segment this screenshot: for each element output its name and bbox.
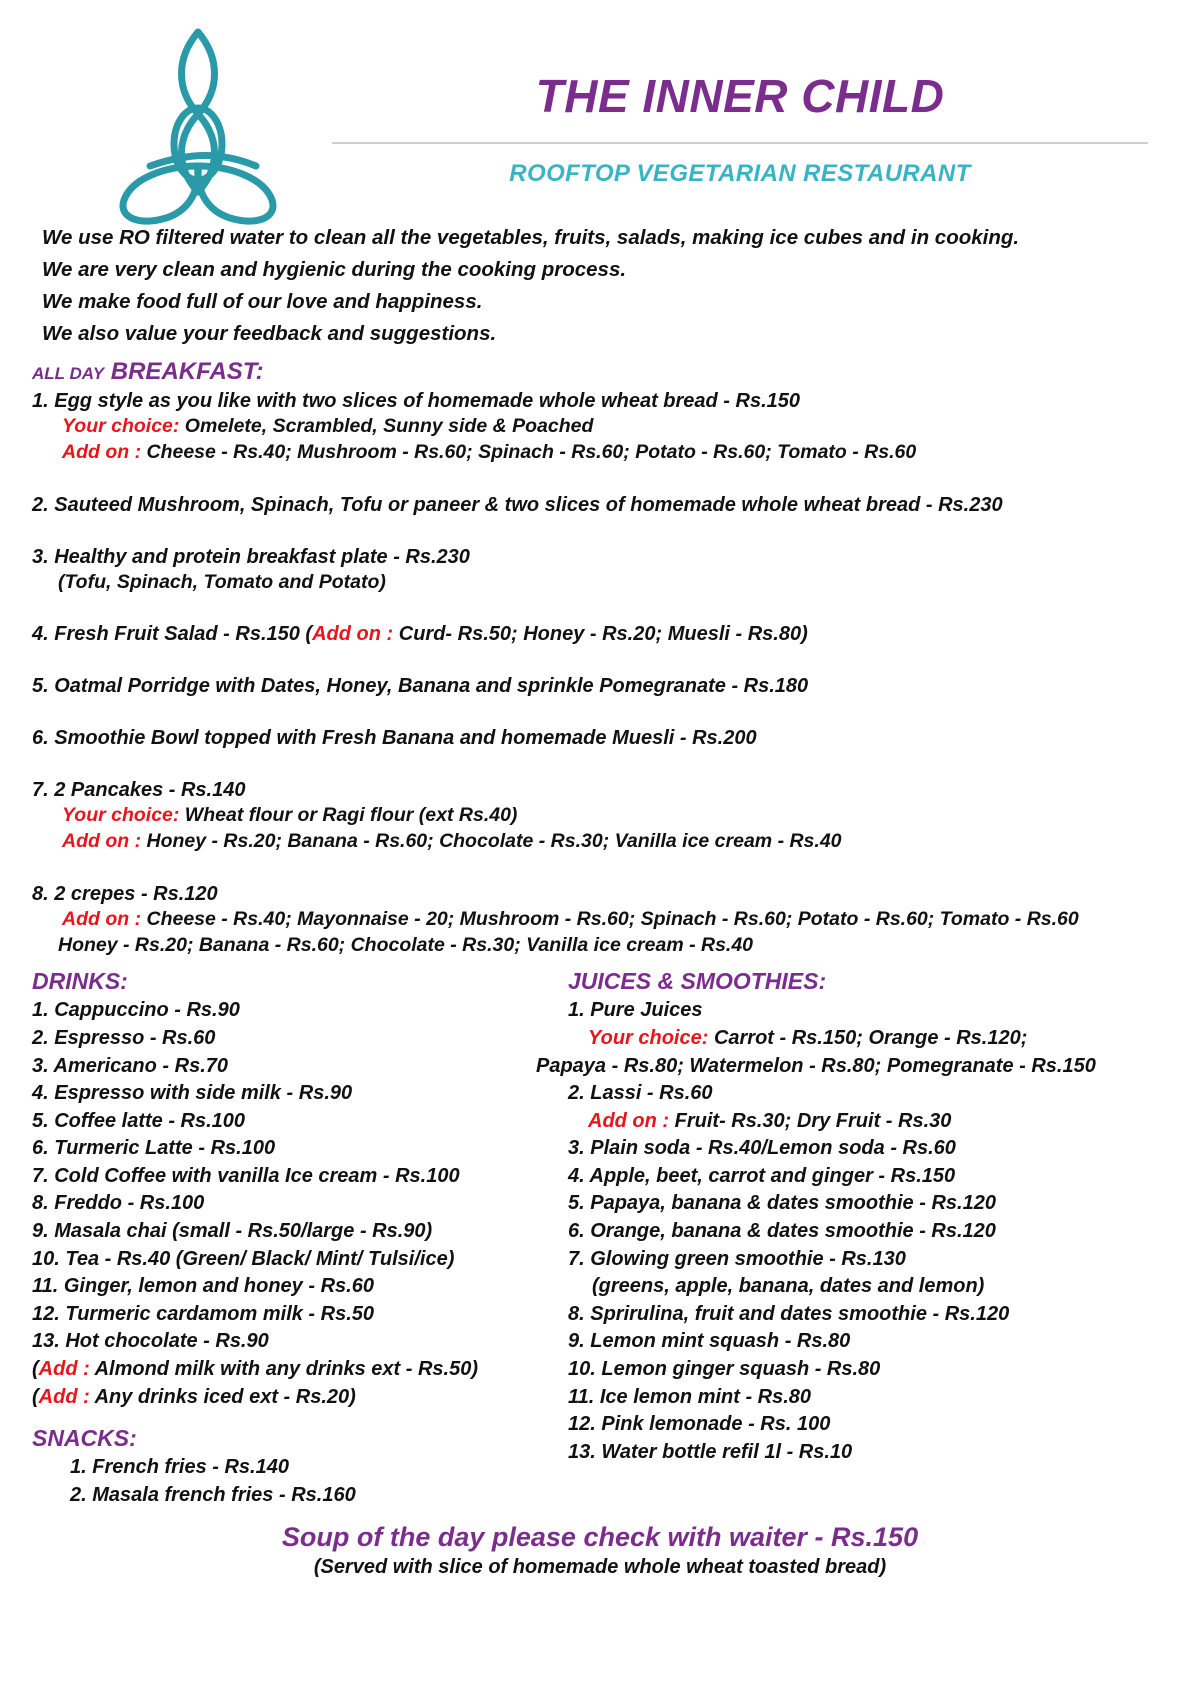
spacer xyxy=(32,647,1190,673)
snacks-item: 2. Masala french fries - Rs.160 xyxy=(70,1483,356,1506)
juices-item: 4. Apple, beet, carrot and ginger - Rs.150 xyxy=(568,1164,956,1187)
add-on-label: Add on : xyxy=(62,830,142,853)
brand-title-block xyxy=(320,10,1160,188)
drinks-item: 10. Tea - Rs.40 (Green/ Black/ Mint/ Tulsi/ice) xyxy=(32,1247,455,1270)
juices-section-heading: JUICES & SMOOTHIES: xyxy=(568,968,827,995)
add-on-label: Add on : xyxy=(312,623,394,646)
drinks-item: 13. Hot chocolate - Rs.90 xyxy=(32,1330,269,1353)
drinks-item: 3. Americano - Rs.70 xyxy=(32,1054,229,1077)
juices-item-addon xyxy=(500,1108,1200,1136)
juices-column xyxy=(490,968,1200,1466)
your-choice-label: Your choice: xyxy=(62,415,180,438)
breakfast-heading-main: BREAKFAST: xyxy=(110,358,264,386)
drinks-item: 1. Cappuccino - Rs.90 xyxy=(32,999,240,1022)
your-choice-label: Your choice: xyxy=(588,1026,709,1049)
spacer xyxy=(32,595,1190,621)
breakfast-item-addon xyxy=(32,829,1190,855)
drinks-item: 6. Turmeric Latte - Rs.100 xyxy=(32,1137,276,1160)
intro-line: We also value your feedback and suggestions. xyxy=(42,322,497,346)
add-on-text: Honey - Rs.20; Banana - Rs.60; Chocolate - Rs.30; Vanilla ice cream - Rs.40 xyxy=(141,830,842,853)
spacer xyxy=(32,855,1190,881)
menu-footer xyxy=(0,1509,1200,1578)
snacks-section-heading: SNACKS: xyxy=(32,1425,137,1452)
intro-block xyxy=(0,224,1200,347)
drinks-item: 4. Espresso with side milk - Rs.90 xyxy=(32,1082,353,1105)
breakfast-item-choice xyxy=(32,803,1190,829)
spacer xyxy=(32,466,1190,492)
breakfast-item-addon-cont: Honey - Rs.20; Banana - Rs.60; Chocolate - Rs.30; Vanilla ice cream - Rs.40 xyxy=(58,933,754,956)
juices-item: 8. Sprirulina, fruit and dates smoothie - Rs.120 xyxy=(568,1302,1010,1325)
drinks-item: 7. Cold Coffee with vanilla Ice cream - Rs.100 xyxy=(32,1164,460,1187)
breakfast-item-choice xyxy=(32,414,1190,440)
juices-item: 7. Glowing green smoothie - Rs.130 xyxy=(568,1247,906,1270)
juices-item: 11. Ice lemon mint - Rs.80 xyxy=(568,1385,812,1408)
juices-item: 6. Orange, banana & dates smoothie - Rs.120 xyxy=(568,1220,996,1243)
add-label: Add : xyxy=(38,1385,90,1408)
item-text-pre: 4. Fresh Fruit Salad - Rs.150 ( xyxy=(32,623,313,646)
juices-item: 5. Papaya, banana & dates smoothie - Rs.120 xyxy=(568,1192,996,1215)
drinks-section-heading: DRINKS: xyxy=(32,968,128,995)
inner-child-figure-logo-icon xyxy=(70,16,310,231)
spacer xyxy=(32,751,1190,777)
juices-item: 10. Lemon ginger squash - Rs.80 xyxy=(568,1358,881,1381)
drinks-item: 12. Turmeric cardamom milk - Rs.50 xyxy=(32,1302,375,1325)
breakfast-section-heading xyxy=(0,352,1200,388)
breakfast-item xyxy=(32,621,1190,647)
soup-note: (Served with slice of homemade whole wheat toasted bread) xyxy=(313,1555,887,1578)
breakfast-items xyxy=(0,388,1200,958)
juices-item: 12. Pink lemonade - Rs. 100 xyxy=(568,1413,831,1436)
your-choice-label: Your choice: xyxy=(62,804,180,827)
breakfast-item: 7. 2 Pancakes - Rs.140 xyxy=(32,779,246,802)
juices-item: 13. Water bottle refil 1l - Rs.10 xyxy=(568,1440,853,1463)
juices-item: 1. Pure Juices xyxy=(568,999,703,1022)
breakfast-item-addon xyxy=(32,907,1190,933)
drinks-item: 11. Ginger, lemon and honey - Rs.60 xyxy=(32,1275,374,1298)
add-on-text: Cheese - Rs.40; Mayonnaise - 20; Mushroom - Rs.60; Spinach - Rs.60; Potato - Rs.60; Tomato - Rs.60 xyxy=(141,907,1079,930)
intro-line: We are very clean and hygienic during the cooking process. xyxy=(42,258,627,282)
breakfast-heading-prefix: ALL DAY xyxy=(32,364,105,384)
page-title: THE INNER CHILD xyxy=(535,70,945,122)
juices-item-choice xyxy=(500,1025,1200,1053)
your-choice-text: Wheat flour or Ragi flour (ext Rs.40) xyxy=(179,804,518,827)
menu-header xyxy=(0,0,1200,232)
breakfast-item: 6. Smoothie Bowl topped with Fresh Banana and homemade Muesli - Rs.200 xyxy=(32,727,757,750)
snacks-item: 1. French fries - Rs.140 xyxy=(70,1456,289,1479)
juices-item-note: (greens, apple, banana, dates and lemon) xyxy=(592,1275,985,1298)
breakfast-item: 2. Sauteed Mushroom, Spinach, Tofu or paneer & two slices of homemade whole wheat bread - Rs.230 xyxy=(32,493,1003,516)
juices-item-choice-cont: Papaya - Rs.80; Watermelon - Rs.80; Pomegranate - Rs.150 xyxy=(536,1054,1096,1077)
drinks-column xyxy=(0,968,490,1509)
breakfast-item-note: (Tofu, Spinach, Tomato and Potato) xyxy=(58,570,386,593)
add-label: Add : xyxy=(38,1358,90,1381)
intro-line: We use RO filtered water to clean all the vegetables, fruits, salads, making ice cubes and in cooking. xyxy=(42,226,1020,249)
add-on-label: Add on : xyxy=(62,907,142,930)
note-post: Almond milk with any drinks ext - Rs.50) xyxy=(89,1358,478,1381)
breakfast-item-addon xyxy=(32,440,1190,466)
breakfast-item: 3. Healthy and protein breakfast plate - Rs.230 xyxy=(32,545,470,568)
drinks-item: 9. Masala chai (small - Rs.50/large - Rs.90) xyxy=(32,1220,433,1243)
juices-item: 2. Lassi - Rs.60 xyxy=(568,1082,713,1105)
breakfast-item: 5. Oatmal Porridge with Dates, Honey, Banana and sprinkle Pomegranate - Rs.180 xyxy=(32,675,809,698)
juices-item: 3. Plain soda - Rs.40/Lemon soda - Rs.60 xyxy=(568,1137,956,1160)
soup-of-the-day: Soup of the day please check with waiter - Rs.150 xyxy=(281,1522,919,1553)
add-on-text: Fruit- Rs.30; Dry Fruit - Rs.30 xyxy=(669,1109,952,1132)
drinks-note xyxy=(32,1384,490,1412)
drinks-note xyxy=(32,1356,490,1384)
note-pre: ( xyxy=(32,1358,39,1381)
juices-item: 9. Lemon mint squash - Rs.80 xyxy=(568,1330,851,1353)
breakfast-item: 1. Egg style as you like with two slices of homemade whole wheat bread - Rs.150 xyxy=(32,390,801,413)
brand-subtitle: ROOFTOP VEGETARIAN RESTAURANT xyxy=(509,160,971,188)
title-divider xyxy=(332,142,1148,144)
drinks-item: 5. Coffee latte - Rs.100 xyxy=(32,1109,246,1132)
add-on-label: Add on : xyxy=(588,1109,670,1132)
your-choice-text: Omelete, Scrambled, Sunny side & Poached xyxy=(179,415,594,438)
breakfast-item: 8. 2 crepes - Rs.120 xyxy=(32,882,218,905)
drinks-item: 2. Espresso - Rs.60 xyxy=(32,1026,216,1049)
note-post: Any drinks iced ext - Rs.20) xyxy=(89,1385,356,1408)
spacer xyxy=(32,518,1190,544)
intro-line: We make food full of our love and happiness. xyxy=(42,290,483,314)
item-text-post: Curd- Rs.50; Honey - Rs.20; Muesli - Rs.80) xyxy=(393,623,808,646)
drinks-item: 8. Freddo - Rs.100 xyxy=(32,1192,205,1215)
your-choice-text: Carrot - Rs.150; Orange - Rs.120; xyxy=(708,1026,1028,1049)
add-on-label: Add on : xyxy=(62,440,142,463)
note-pre: ( xyxy=(32,1385,39,1408)
add-on-text: Cheese - Rs.40; Mushroom - Rs.60; Spinach - Rs.60; Potato - Rs.60; Tomato - Rs.60 xyxy=(141,440,917,463)
spacer xyxy=(32,699,1190,725)
logo-container xyxy=(60,10,320,231)
menu-columns xyxy=(0,958,1200,1509)
